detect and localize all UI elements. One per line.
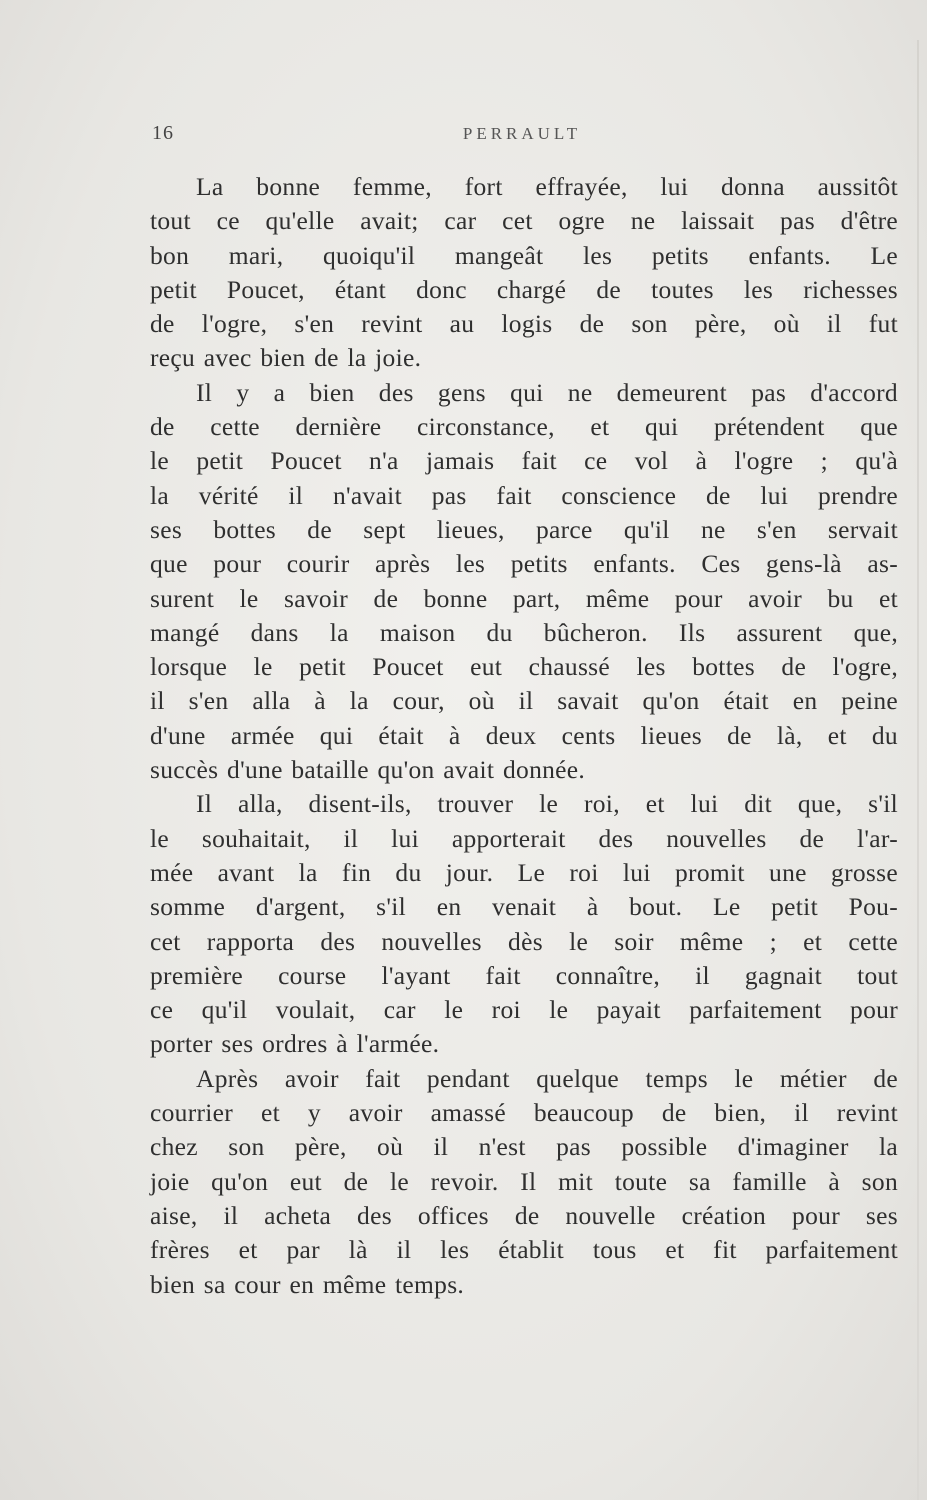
text-line: lorsque le petit Poucet eut chaussé les bottes de l'ogre, [150, 652, 898, 682]
text-line: Il alla, disent-ils, trouver le roi, et lui dit que, s'il [196, 789, 898, 819]
text-line: chez son père, où il n'est pas possible d'imaginer la [150, 1132, 898, 1162]
text-line: la vérité il n'avait pas fait conscience de lui prendre [150, 480, 898, 510]
text-line: d'une armée qui était à deux cents lieues de là, et du [150, 720, 898, 750]
text-line: frères et par là il les établit tous et fit parfaitement [150, 1235, 898, 1265]
running-head [152, 122, 892, 156]
page-number: 16 [152, 122, 174, 144]
text-line: il s'en alla à la cour, où il savait qu'on était en peine [150, 686, 898, 716]
text-line: mée avant la fin du jour. Le roi lui promit une grosse [150, 857, 898, 887]
text-line: de cette dernière circonstance, et qui prétendent que [150, 412, 898, 442]
text-line: tout ce qu'elle avait; car cet ogre ne laissait pas d'être [150, 206, 898, 236]
text-line: joie qu'on eut de le revoir. Il mit toute sa famille à son [150, 1166, 898, 1196]
text-line: ce qu'il voulait, car le roi le payait parfaitement pour [150, 995, 898, 1025]
text-line: Il y a bien des gens qui ne demeurent pas d'accord [196, 377, 898, 407]
text-line: succès d'une bataille qu'on avait donnée. [150, 755, 586, 785]
text-line: première course l'ayant fait connaître, il gagnait tout [150, 960, 898, 990]
page-edge [917, 40, 919, 1500]
text-line: mangé dans la maison du bûcheron. Ils assurent que, [150, 617, 898, 647]
text-line: bon mari, quoiqu'il mangeât les petits enfants. Le [150, 240, 898, 270]
text-line: cet rapporta des nouvelles dès le soir même ; et cette [150, 926, 898, 956]
text-line: le petit Poucet n'a jamais fait ce vol à l'ogre ; qu'à [150, 446, 898, 476]
text-line: Après avoir fait pendant quelque temps le métier de [196, 1063, 898, 1093]
text-line: petit Poucet, étant donc chargé de toutes les richesses [150, 274, 898, 304]
text-line: aise, il acheta des offices de nouvelle création pour ses [150, 1200, 898, 1230]
body-text [150, 170, 898, 1302]
text-line: reçu avec bien de la joie. [150, 343, 422, 373]
text-line: bien sa cour en même temps. [150, 1269, 465, 1299]
running-title: PERRAULT [462, 124, 582, 143]
text-line: La bonne femme, fort effrayée, lui donna aussitôt [196, 172, 898, 201]
text-line: surent le savoir de bonne part, même pour avoir bu et [150, 583, 898, 613]
text-line: le souhaitait, il lui apporterait des nouvelles de l'ar- [150, 823, 898, 853]
text-line: ses bottes de sept lieues, parce qu'il ne s'en servait [150, 514, 898, 544]
text-line: porter ses ordres à l'armée. [150, 1029, 440, 1059]
text-line: courrier et y avoir amassé beaucoup de bien, il revint [150, 1098, 898, 1128]
text-line: somme d'argent, s'il en venait à bout. Le petit Pou- [150, 892, 898, 922]
text-line: de l'ogre, s'en revint au logis de son père, où il fut [150, 309, 898, 339]
text-line: que pour courir après les petits enfants. Ces gens-là as- [150, 549, 898, 579]
